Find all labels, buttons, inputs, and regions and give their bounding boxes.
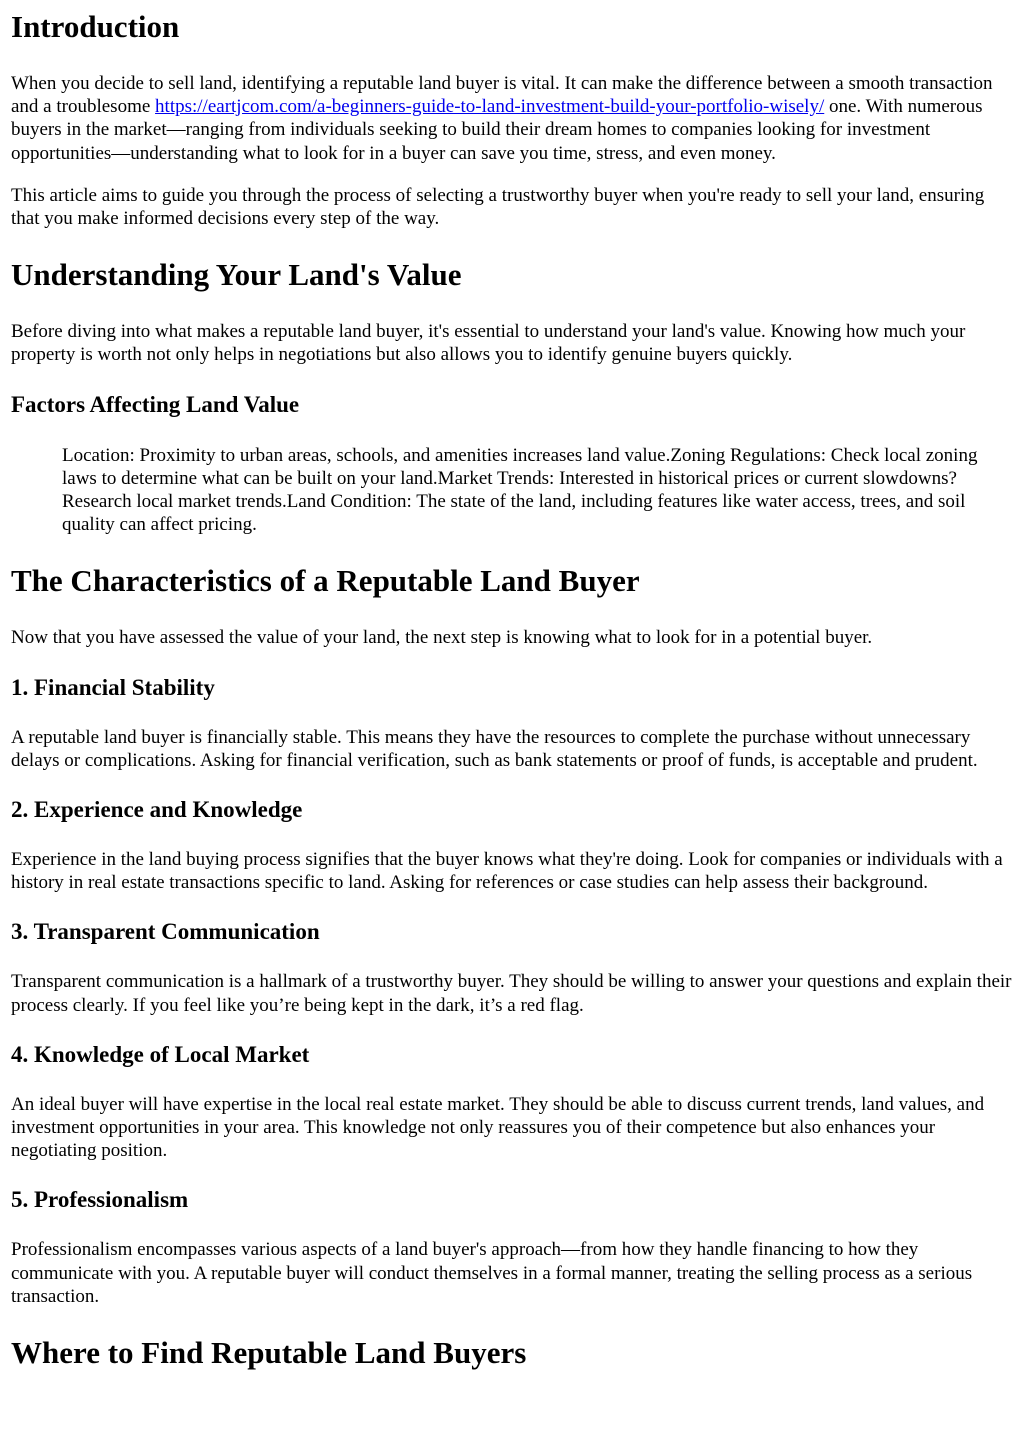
item-4-text: An ideal buyer will have expertise in the local real estate market. They should be able to discuss current trends, land values, and investment opportunities in your area. This knowledge not only reassures you of their competence but also enhances your negotiating position. bbox=[11, 1093, 985, 1162]
value-paragraph: Before diving into what makes a reputable land buyer, it's essential to understand your land's value. Knowing how much your property is worth not only helps in negotiations but also allows you to identify genuine buyers quickly. bbox=[11, 321, 966, 366]
item-5-heading: 5. Professionalism bbox=[11, 1187, 189, 1213]
item-2-heading: 2. Experience and Knowledge bbox=[11, 797, 303, 823]
item-4-heading: 4. Knowledge of Local Market bbox=[11, 1041, 310, 1067]
factors-list: Location: Proximity to urban areas, schools, and amenities increases land value.Zoning Regulations: Check local zoning laws to determine what can be built on your land.Market Trends: Interested in historical prices or current slowdowns? Research local market trends.Land Condition: The state of the land, including features like water access, trees, and soil quality can affect pricing. bbox=[62, 444, 978, 536]
item-3-heading: 3. Transparent Communication bbox=[11, 919, 320, 945]
intro-heading: Introduction bbox=[11, 9, 180, 44]
item-2-text: Experience in the land buying process signifies that the buyer knows what they're doing. Look for companies or individuals with a history in real estate transactions specific to land. Asking for references or case studies can help assess their background. bbox=[11, 849, 1003, 894]
characteristics-heading: The Characteristics of a Reputable Land Buyer bbox=[11, 563, 640, 599]
intro-paragraph-1-text-before: When you decide to sell land, identifying a reputable land buyer is vital. It can make the difference between a smooth transaction and a troublesome bbox=[11, 73, 993, 118]
value-heading: Understanding Your Land's Value bbox=[11, 257, 462, 293]
intro-paragraph-1-text-after: one. With numerous buyers in the market—ranging from individuals seeking to build their dream homes to companies looking for investment opportunities—understanding what to look for in a buyer can save you time, stress, and even money. bbox=[11, 96, 983, 164]
intro-paragraph-1 bbox=[11, 72, 1012, 165]
article-link[interactable]: https://eartjcom.com/a-beginners-guide-to-land-investment-build-your-portfolio-wisely/ bbox=[155, 96, 825, 118]
where-heading: Where to Find Reputable Land Buyers bbox=[11, 1335, 527, 1371]
item-1-text: A reputable land buyer is financially stable. This means they have the resources to complete the purchase without unnecessary delays or complications. Asking for financial verification, such as bank statements or proof of funds, is acceptable and prudent. bbox=[11, 726, 978, 771]
characteristics-intro: Now that you have assessed the value of your land, the next step is knowing what to look for in a potential buyer. bbox=[11, 627, 873, 649]
item-5-text: Professionalism encompasses various aspects of a land buyer's approach—from how they handle financing to how they communicate with you. A reputable buyer will conduct themselves in a formal manner, treating the selling process as a serious transaction. bbox=[11, 1239, 973, 1307]
intro-paragraph-2: This article aims to guide you through the process of selecting a trustworthy buyer when you're ready to sell your land, ensuring that you make informed decisions every step of the way. bbox=[11, 184, 985, 230]
item-1-heading: 1. Financial Stability bbox=[11, 674, 215, 700]
factors-heading: Factors Affecting Land Value bbox=[11, 391, 300, 417]
item-3-text: Transparent communication is a hallmark of a trustworthy buyer. They should be willing to answer your questions and explain their process clearly. If you feel like you’re being kept in the dark, it’s a red flag. bbox=[11, 971, 1012, 1016]
